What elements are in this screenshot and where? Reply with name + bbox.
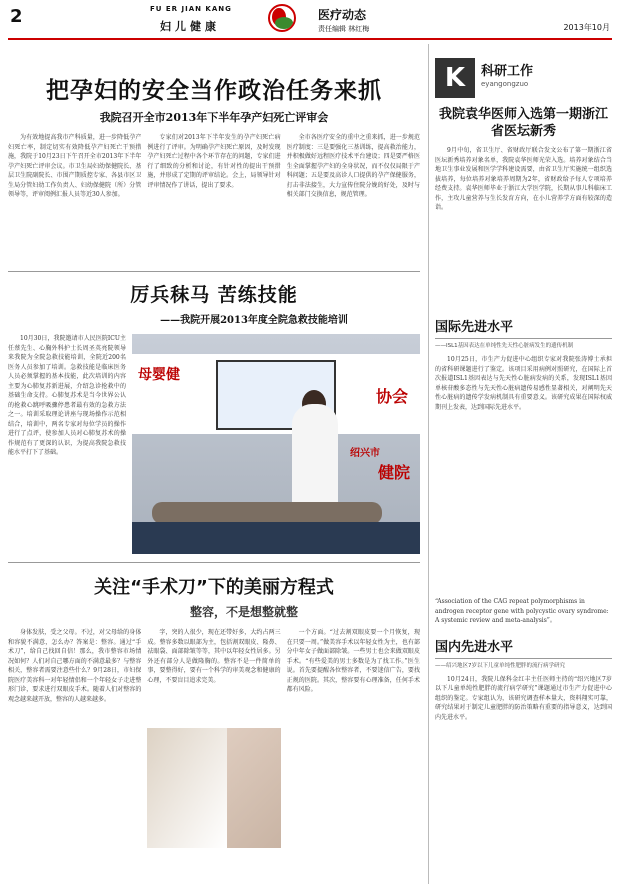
banner-text: 协会	[375, 387, 408, 406]
domestic-level-title: 国内先进水平	[435, 639, 514, 655]
intl-level-text: 10月25日，市生产力促进中心组织专家对我院张涛博士承担的省科研课题进行了鉴定。该项目采用病例对照研究，在国际上首次报道ISL1基因表达与先天性心脏病发病的关系，发现ISL1基因单核苷酸多态性与先天性心脏病遗传易感性显著相关，对阐明先天性心脏病的遗传学发病机制具有重要意义。该研究成果在国际权威期刊上发表，达到国际先进水平。	[435, 356, 612, 411]
story-text-col: 身体发肤，受之父母。不过，对父母给的身体和容貌不满意，怎么办？答案是：整容。通过“手术刀”，给自己找回自信！那么，我市整容市场情况如何？人们对自己哪方面的不满意最多？与整容相关，整容者需要注意些什么？9月28日，市妇保院医疗美容科一对年轻情侣和一个年轻女子走进整形门诊，要求进行双眼皮手术。随着人们对整容的观念越来越开放，整容的人越来越多。	[8, 629, 142, 703]
domestic-level-text: 10月24日，我院儿保科金红丰主任医师主持的“绍兴地区7岁以下儿童单纯性肥胖的流行病学研究”课题通过市生产力促进中心组织的鉴定。专家组认为，该研究调查样本量大，资料翔实可靠，研究结果对于制定儿童肥胖的防治策略有重要的指导意义，达到国内先进水平。	[435, 675, 612, 721]
story-text: 字，突的人很少，现在还带好多，大约占两三成。整容多数以眼部为主，包括割双眼皮、隆鼻、祛眼袋、面部除皱等等，其中以年轻女性居多。另外还有部分人是做隆胸的。整容不是一件简单的事，要整得好，要有一个科学的审美观念和健康的心理，不要盲目追求完美。	[147, 629, 281, 684]
masthead	[0, 0, 620, 40]
cpr-mannequin	[152, 502, 382, 524]
newspaper-name: 妇儿健康	[160, 20, 220, 33]
story-subtitle: 整容，不是想整就整	[189, 605, 298, 619]
edition-date: 2013年10月	[563, 23, 610, 32]
paper-reference: “Association of the CAG repeat polymorphisms in androgen receptor gene with polycystic ovary syndrome: A systemic review and meta-analysis”。	[435, 598, 609, 624]
training-mat	[132, 522, 420, 554]
banner-text: 绍兴市	[350, 448, 380, 459]
banner-text: 健院	[377, 463, 410, 482]
story-divider	[8, 562, 420, 563]
story-text-col: 全市各医疗安全的重中之重来抓，进一步规范医疗制度：三是要强化三基训练，提高救治能力，并积极做好远程医疗技术平台建设；四是要严格医生全面掌握孕产妇的全身状况，而不仅仅局限于产科问题；五是要及高诊人口提供的孕产保健服务，打击非法接生，大力宣传住院分娩的好处，及时与相关部门交换信息，规范管理。	[286, 134, 420, 198]
story-cosmetic-surgery	[8, 573, 420, 848]
research-header	[435, 58, 612, 98]
main-column	[8, 44, 420, 884]
story-text-col: 一个方面。“过去割双眼皮要一个月恢复，现在只要一周。”做美容手术以年轻女性为主，也有部分中年女子做面部除皱。一些男士也会来做双眼皮手术。“有些爱美的男士多数是为了找工作。”医生说。首先要提醒各位整容者，不要迷信广告，要找正规的医院。其次，整容要有心理准备，任何手术都有风险。	[286, 629, 420, 693]
story-title: 厉兵秣马 苦练技能	[130, 284, 298, 306]
news-title: 我院袁华医师入选第一期浙江省医坛新秀	[438, 107, 608, 139]
banner-text: 母婴健	[138, 367, 180, 383]
story-title: 把孕妇的安全当作政治任务来抓	[46, 78, 382, 104]
story-text-col: 专家们对2013年下半年发生的孕产妇死亡病例进行了评审。为明确孕产妇死亡原因，及时发现孕产妇死亡过程中各个环节存在的问题，专家们进行了细致的分析和讨论，有针对性的提出干预措施，并形成了定期的评审结论。会上，局领导针对评审情况作了讲话，提出了要求。	[147, 134, 281, 189]
intl-level-subtitle: ——ISL1基因表达在单纯性先天性心脏病发生的遗传机制	[435, 338, 612, 349]
news-text: 9月中旬，省卫生厅、省财政厅联合发文公布了第一期浙江省医坛新秀培养对象名单，我院袁华医师光荣入选。培养对象结合当地卫生事业发展和医学学科建设需要，由省卫生厅实施统一组织选拔培养，每位培养对象培养周期为2年，省财政给予每人专项培养经费支持。袁华医师毕业于浙江大学医学院，长期从事儿科临床工作，主攻儿童营养与生长发育方向，在小儿营养学方面有较深的造诣。	[435, 147, 612, 211]
story-title: 关注“手术刀”下的美丽方程式	[94, 577, 334, 598]
face-photo	[147, 728, 280, 848]
story-divider	[8, 271, 420, 272]
story-text-col: 10月30日，我院邀请市人民医院ICU主任蔡先生、心胸外科护士长周圣英亮院领导来我院为全院急救技能培训，全院近200名医务人员参加了培训。急救技能是临床医务人员必须掌握的基本技能，此次培训的内容主要为心肺复苏新进展，介绍急诊抢救中的基础生命支持。心肺复苏术是当今世界公认的抢救心跳呼吸骤停患者最有效的急救方法之一。培训采取理论讲座与现场操作示范相结合，培训中，两名专家对每位学员的操作进行了点评，使参加人员对心肺复苏术的操作规范有了更深的认识，为提高我院急救技能水平打下了基础。	[8, 335, 126, 456]
section-name: 医疗动态	[318, 8, 367, 22]
story-subtitle: ——我院开展2013年度全院急救技能培训	[160, 315, 348, 326]
training-photo	[132, 334, 420, 554]
intl-level-title: 国际先进水平	[435, 320, 514, 335]
story-text-col	[147, 628, 280, 848]
masthead-divider	[8, 38, 612, 40]
newspaper-name-latin: FU ER JIAN KANG	[150, 5, 232, 13]
hospital-logo-icon	[268, 4, 296, 32]
domestic-level-subtitle: ——绍兴地区7岁以下儿童单纯性肥胖的流行病学研究	[435, 658, 612, 669]
editors-line: 责任编辑 林红梅	[318, 25, 370, 33]
story-emergency-training	[8, 280, 420, 554]
story-text-col: 为有效地提高我市产科质量，进一步降低孕产妇死亡率，制定切实有效降低孕产妇死亡干预措施，我院于10月23日下午召开全市2013年下半年孕产妇死亡评审会议。市卫生局妇幼保健院长、基层卫生院副院长、市围产期质控专家、各县市区卫生局分管妇幼工作负责人、妇幼保健院（所）分管领导等，评审阅例汇报人员等近30人参加。	[8, 134, 142, 198]
research-title: 科研工作	[481, 64, 534, 79]
page-number: 2	[10, 6, 23, 27]
story-subtitle: 我院召开全市2013年下半年孕产妇死亡评审会	[99, 111, 329, 124]
story-maternal-safety	[8, 72, 420, 263]
research-sidebar	[428, 44, 612, 884]
instructor-figure	[292, 404, 338, 514]
section-letter: K	[435, 58, 475, 98]
research-subtitle: eyangongzuo	[481, 80, 529, 88]
